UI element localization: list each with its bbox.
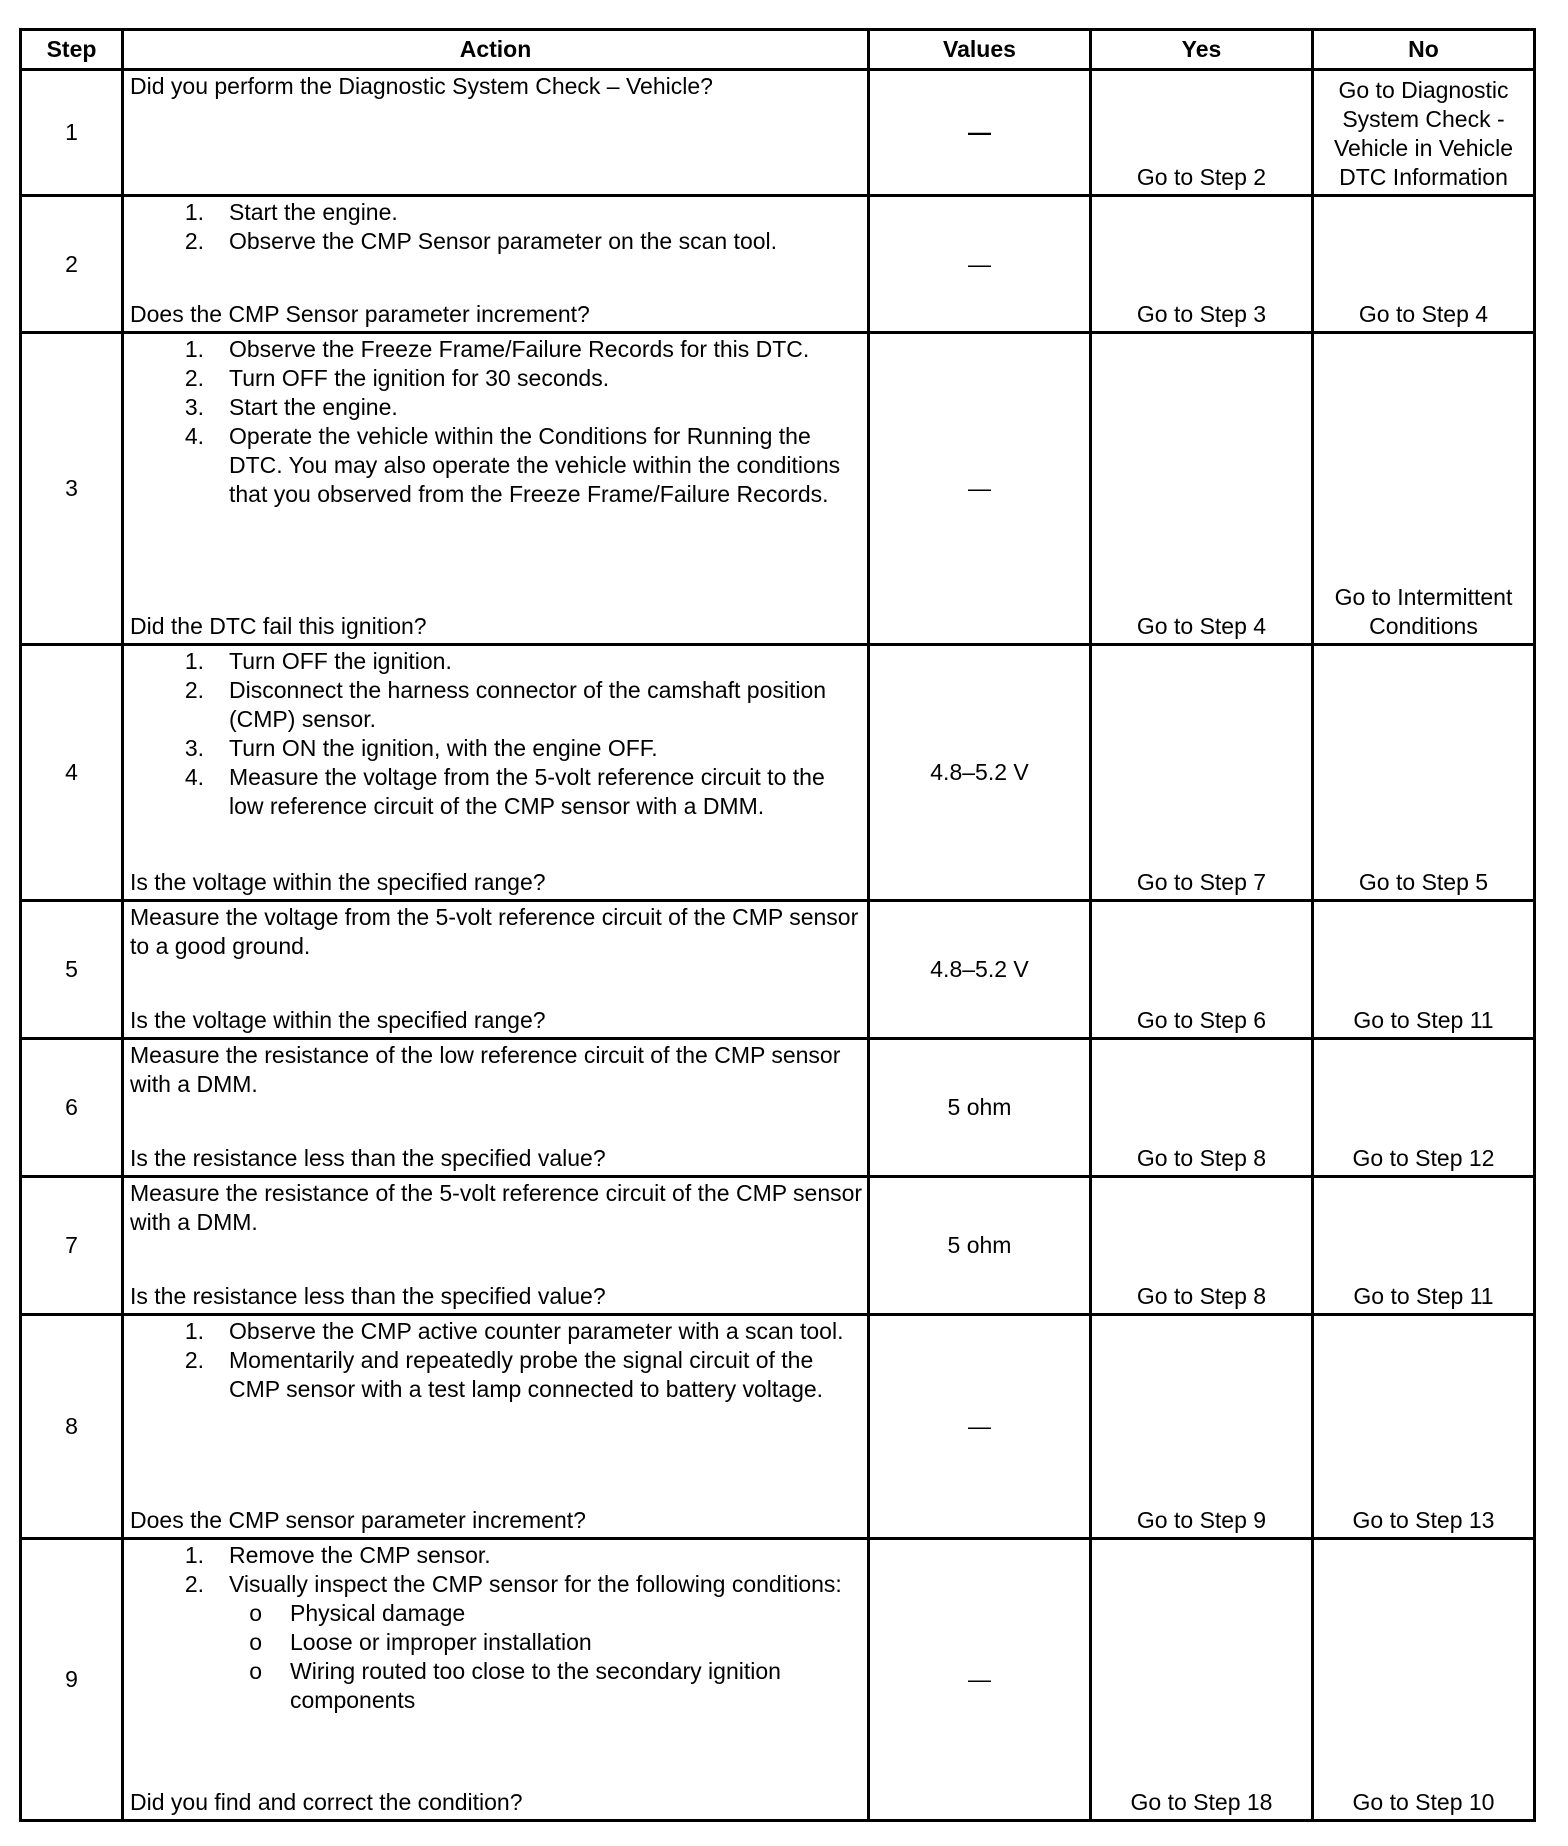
list-item: o Loose or improper installation <box>249 1629 592 1655</box>
list-item: 1. Start the engine. <box>184 199 398 225</box>
table-row <box>21 645 1535 901</box>
action-text: Did you perform the Diagnostic System Check – Vehicle? <box>130 73 713 99</box>
list-item: 2. Observe the CMP Sensor parameter on the scan tool. <box>184 228 778 254</box>
value-cell: — <box>869 196 1091 333</box>
list-item: 2. Turn OFF the ignition for 30 seconds. <box>184 365 610 391</box>
list-item: 3. Start the engine. <box>184 394 398 420</box>
action-cell <box>123 1315 869 1539</box>
list-item: 4. Measure the voltage from the 5-volt reference circuit to the low reference circuit of the CMP sensor with a DMM. <box>184 764 825 819</box>
no-cell: Go to Step 10 <box>1313 1539 1535 1821</box>
value-cell: — <box>869 333 1091 645</box>
yes-cell: Go to Step 4 <box>1091 333 1313 645</box>
action-question: Is the resistance less than the specified value? <box>130 1145 606 1171</box>
header-no: No <box>1313 30 1535 70</box>
action-question: Does the CMP sensor parameter increment? <box>130 1507 586 1533</box>
table-row <box>21 1539 1535 1821</box>
list-item: 4. Operate the vehicle within the Conditions for Running the DTC. You may also operate the vehicle within the conditions that you observed from the Freeze Frame/Failure Records. <box>184 423 841 507</box>
step-number: 5 <box>21 901 123 1039</box>
action-text: Measure the resistance of the 5-volt reference circuit of the CMP sensor with a DMM. <box>130 1180 863 1235</box>
step-number: 4 <box>21 645 123 901</box>
value-cell: 5 ohm <box>869 1177 1091 1315</box>
value-cell: 4.8–5.2 V <box>869 645 1091 901</box>
value-cell: — <box>869 1315 1091 1539</box>
action-question: Is the voltage within the specified range? <box>130 1007 546 1033</box>
action-question: Is the voltage within the specified range? <box>130 869 546 895</box>
action-steps <box>130 1317 863 1404</box>
value-cell: — <box>869 70 1091 196</box>
action-cell <box>123 70 869 196</box>
yes-cell: Go to Step 7 <box>1091 645 1313 901</box>
no-cell: Go to Step 5 <box>1313 645 1535 901</box>
action-cell <box>123 901 869 1039</box>
list-item: 1. Turn OFF the ignition. <box>184 648 452 674</box>
action-cell <box>123 1177 869 1315</box>
action-question: Does the CMP Sensor parameter increment? <box>130 301 590 327</box>
list-item: 1. Remove the CMP sensor. <box>184 1542 491 1568</box>
step-number: 6 <box>21 1039 123 1177</box>
table-row <box>21 1177 1535 1315</box>
table-row <box>21 196 1535 333</box>
step-number: 2 <box>21 196 123 333</box>
condition-list <box>130 1599 863 1715</box>
list-item: 2. Disconnect the harness connector of the camshaft position (CMP) sensor. <box>184 677 827 732</box>
action-cell <box>123 645 869 901</box>
table-row <box>21 1315 1535 1539</box>
step-number: 1 <box>21 70 123 196</box>
no-cell: Go to Step 13 <box>1313 1315 1535 1539</box>
action-cell <box>123 196 869 333</box>
header-step: Step <box>21 30 123 70</box>
no-cell: Go to Intermittent Conditions <box>1313 333 1535 645</box>
no-cell: Go to Step 4 <box>1313 196 1535 333</box>
action-cell <box>123 333 869 645</box>
yes-cell: Go to Step 9 <box>1091 1315 1313 1539</box>
action-steps <box>130 335 863 509</box>
action-cell <box>123 1539 869 1821</box>
table-row <box>21 333 1535 645</box>
list-item: 3. Turn ON the ignition, with the engine OFF. <box>184 735 658 761</box>
list-item: o Physical damage <box>249 1600 466 1626</box>
value-cell: 5 ohm <box>869 1039 1091 1177</box>
action-question: Did the DTC fail this ignition? <box>130 613 427 639</box>
no-cell: Go to Diagnostic System Check - Vehicle in Vehicle DTC Information <box>1313 70 1535 196</box>
header-yes: Yes <box>1091 30 1313 70</box>
value-cell: 4.8–5.2 V <box>869 901 1091 1039</box>
yes-cell: Go to Step 2 <box>1091 70 1313 196</box>
step-number: 7 <box>21 1177 123 1315</box>
action-question: Is the resistance less than the specified value? <box>130 1283 606 1309</box>
no-cell: Go to Step 11 <box>1313 1177 1535 1315</box>
action-cell <box>123 1039 869 1177</box>
action-question: Did you find and correct the condition? <box>130 1789 523 1815</box>
header-values: Values <box>869 30 1091 70</box>
diagnostic-table <box>19 28 1536 1822</box>
step-number: 3 <box>21 333 123 645</box>
table-row <box>21 901 1535 1039</box>
table-row <box>21 1039 1535 1177</box>
header-row <box>21 30 1535 70</box>
yes-cell: Go to Step 8 <box>1091 1039 1313 1177</box>
header-action: Action <box>123 30 869 70</box>
list-item: 2. Visually inspect the CMP sensor for the following conditions: <box>184 1571 842 1597</box>
action-steps <box>130 198 863 256</box>
yes-cell: Go to Step 8 <box>1091 1177 1313 1315</box>
action-text: Measure the voltage from the 5-volt reference circuit of the CMP sensor to a good ground. <box>130 904 859 959</box>
list-item: o Wiring routed too close to the secondary ignition components <box>249 1658 781 1713</box>
list-item: 1. Observe the Freeze Frame/Failure Records for this DTC. <box>184 336 810 362</box>
list-item: 2. Momentarily and repeatedly probe the signal circuit of the CMP sensor with a test lamp connected to battery voltage. <box>184 1347 824 1402</box>
no-cell: Go to Step 11 <box>1313 901 1535 1039</box>
value-cell: — <box>869 1539 1091 1821</box>
yes-cell: Go to Step 3 <box>1091 196 1313 333</box>
list-item: 1. Observe the CMP active counter parameter with a scan tool. <box>184 1318 844 1344</box>
table-row <box>21 70 1535 196</box>
yes-cell: Go to Step 6 <box>1091 901 1313 1039</box>
action-steps <box>130 647 863 821</box>
action-text: Measure the resistance of the low reference circuit of the CMP sensor with a DMM. <box>130 1042 841 1097</box>
action-steps <box>130 1541 863 1599</box>
no-cell: Go to Step 12 <box>1313 1039 1535 1177</box>
yes-cell: Go to Step 18 <box>1091 1539 1313 1821</box>
step-number: 9 <box>21 1539 123 1821</box>
step-number: 8 <box>21 1315 123 1539</box>
